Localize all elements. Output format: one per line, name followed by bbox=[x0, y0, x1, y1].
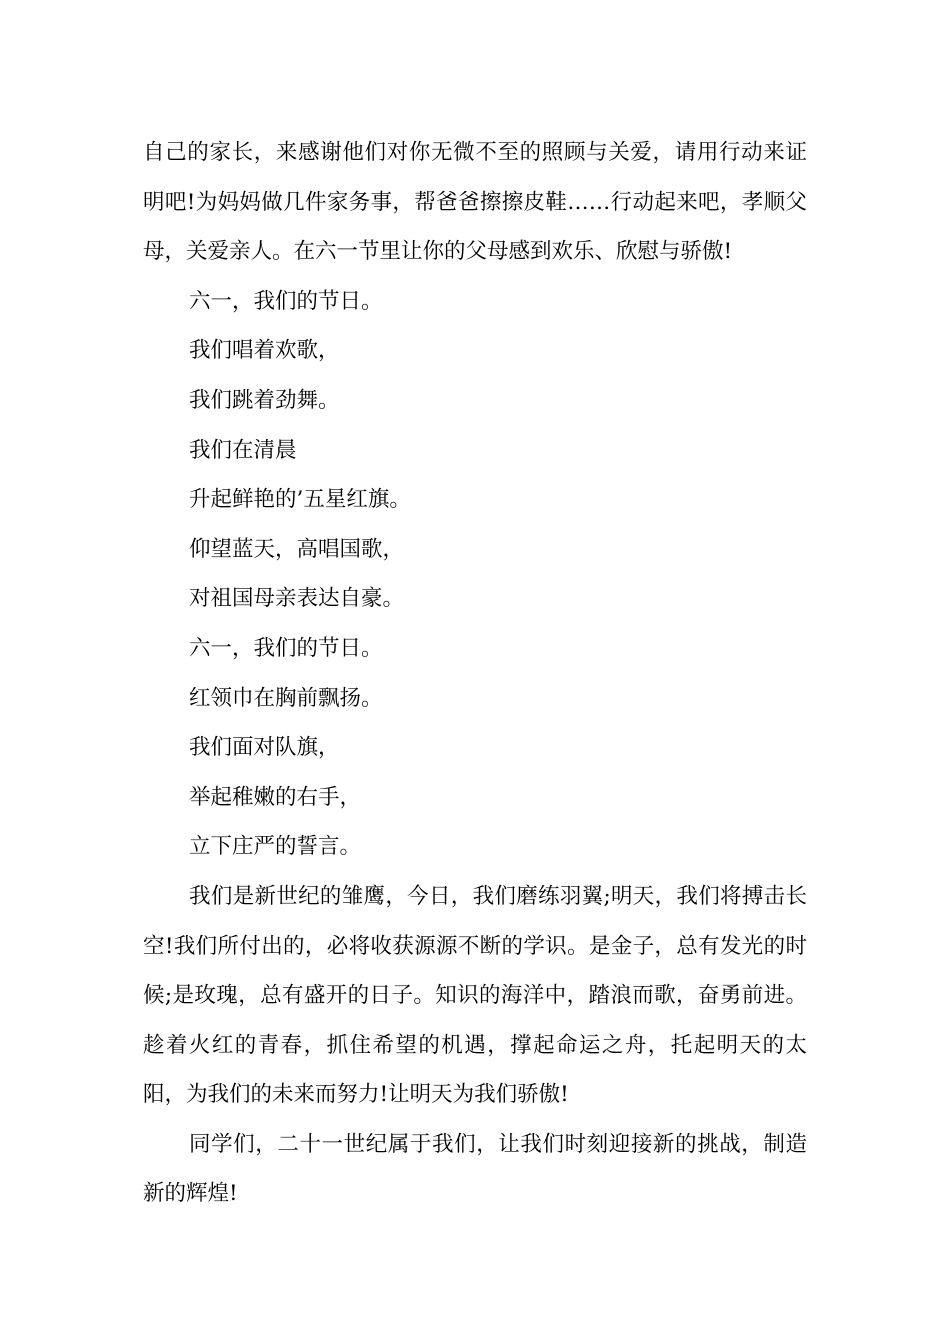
paragraph-2: 六一，我们的节日。 bbox=[189, 288, 383, 314]
paragraph-14: 我们是新世纪的雏鹰，今日，我们磨练羽翼;明天，我们将搏击长空!我们所付出的，必将收获源源不断的学识。是金子，总有发光的时候;是玫瑰，总有盛开的日子。知识的海洋中，踏浪而歌，奋勇前进。趁着火红的青春，抓住希望的机遇，撑起命运之舟，托起明天的太阳，为我们的未来而努力!让明天为我们骄傲! bbox=[143, 883, 807, 1108]
paragraph-9: 六一，我们的节日。 bbox=[189, 635, 383, 661]
paragraph-10: 红领巾在胸前飘扬。 bbox=[189, 685, 383, 711]
paragraph-13: 立下庄严的誓言。 bbox=[189, 834, 362, 860]
paragraph-4: 我们跳着劲舞。 bbox=[189, 387, 340, 413]
paragraph-12: 举起稚嫩的右手， bbox=[189, 784, 362, 810]
paragraph-6: 升起鲜艳的’五星红旗。 bbox=[189, 487, 411, 513]
paragraph-8: 对祖国母亲表达自豪。 bbox=[189, 586, 405, 612]
paragraph-1: 自己的家长，来感谢他们对你无微不至的照顾与关爱，请用行动来证明吧!为妈妈做几件家务事，帮爸爸擦擦皮鞋……行动起来吧，孝顺父母，关爱亲人。在六一节里让你的父母感到欢乐、欣慰与骄傲! bbox=[143, 140, 807, 265]
paragraph-11: 我们面对队旗， bbox=[189, 735, 340, 761]
paragraph-7: 仰望蓝天，高唱国歌， bbox=[189, 536, 405, 562]
paragraph-3: 我们唱着欢歌， bbox=[189, 338, 340, 364]
document-page bbox=[143, 128, 807, 1219]
paragraph-5: 我们在清晨 bbox=[189, 437, 297, 463]
paragraph-15: 同学们，二十一世纪属于我们，让我们时刻迎接新的挑战，制造新的辉煌! bbox=[143, 1131, 807, 1207]
